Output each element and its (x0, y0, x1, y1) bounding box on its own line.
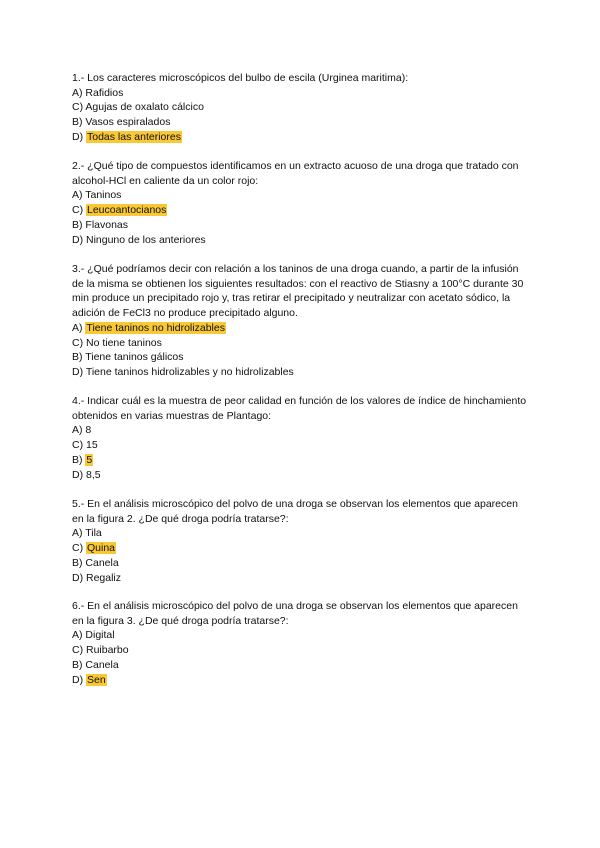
option (72, 350, 532, 365)
option-letter: C) (72, 542, 86, 555)
option-letter: C) (72, 204, 86, 217)
option-text: Rafidios (85, 86, 124, 99)
option-text: 8 (85, 424, 92, 437)
option-letter: B) (72, 453, 86, 466)
option (72, 336, 532, 351)
option (72, 115, 532, 130)
option-letter: A) (72, 189, 86, 202)
option-text-highlighted: Tiene taninos no hidrolizables (86, 321, 225, 334)
option (72, 86, 532, 101)
option (72, 673, 532, 688)
option-text: Digital (85, 629, 115, 642)
option-text: Tiene taninos hidrolizables y no hidrolizables (85, 365, 294, 378)
option-text: 15 (86, 439, 98, 452)
option-letter: A) (72, 86, 86, 99)
option-letter: D) (72, 365, 86, 378)
question-stem: 6.- En el análisis microscópico del polvo de una droga se observan los elementos que aparecen en la figura 3. ¿De qué droga podría tratarse?: (72, 600, 518, 627)
option-letter: D) (72, 673, 86, 686)
question-stem: 5.- En el análisis microscópico del polvo de una droga se observan los elementos que aparecen en la figura 2. ¿De qué droga podría tratarse?: (72, 498, 518, 525)
option-letter: C) (72, 644, 86, 657)
option-text: Tiene taninos gálicos (85, 351, 184, 364)
option-text: Vasos espiralados (85, 116, 171, 129)
option-letter: A) (72, 527, 86, 540)
question-2 (72, 159, 532, 247)
option (72, 643, 532, 658)
option (72, 556, 532, 571)
option (72, 541, 532, 556)
option-text: Ruibarbo (86, 644, 129, 657)
option (72, 130, 532, 145)
option (72, 203, 532, 218)
option-letter: A) (72, 424, 86, 437)
option-letter: D) (72, 130, 86, 143)
option-text: Regaliz (86, 571, 122, 584)
option (72, 321, 532, 336)
option-text: Agujas de oxalato cálcico (85, 101, 204, 114)
question-6 (72, 599, 532, 687)
question-4 (72, 394, 532, 482)
option (72, 233, 532, 248)
question-1 (72, 71, 532, 145)
option-text-highlighted: 5 (86, 453, 93, 466)
option-text: Ninguno de los anteriores (86, 233, 206, 246)
option-text-highlighted: Sen (87, 673, 106, 686)
option-letter: B) (72, 351, 86, 364)
option-text: Canela (85, 556, 119, 569)
option (72, 188, 532, 203)
option-letter: A) (72, 321, 86, 334)
question-5 (72, 497, 532, 585)
option-text: Taninos (85, 189, 122, 202)
option-letter: B) (72, 116, 86, 129)
option-letter: A) (72, 629, 86, 642)
option-letter: B) (72, 658, 86, 671)
option (72, 100, 532, 115)
option (72, 571, 532, 586)
option-letter: D) (72, 468, 86, 481)
option-text: No tiene taninos (86, 336, 162, 349)
question-stem: 1.- Los caracteres microscópicos del bulbo de escila (Urginea maritima): (72, 72, 409, 84)
option (72, 468, 532, 483)
option-letter: B) (72, 556, 86, 569)
option (72, 526, 532, 541)
option-text-highlighted: Todas las anteriores (87, 130, 181, 143)
option-letter: C) (72, 439, 86, 452)
option-text: Tila (85, 527, 102, 540)
option-text-highlighted: Quina (87, 542, 116, 555)
option-text: Canela (85, 658, 119, 671)
option (72, 423, 532, 438)
option-letter: D) (72, 571, 86, 584)
question-stem: 3.- ¿Qué podríamos decir con relación a los taninos de una droga cuando, a partir de la infusión de la misma se obtienen los siguientes resultados: con el reactivo de Stiasny a 100°C durante 30 min produce un precipitado rojo y, tras retirar el precipitado y neutralizar con acetato sódico, la adición de FeCl3 no produce precipitado alguno. (72, 263, 524, 320)
option (72, 365, 532, 380)
option-letter: D) (72, 233, 86, 246)
question-3 (72, 262, 532, 380)
question-stem: 4.- Indicar cuál es la muestra de peor calidad en función de los valores de índice de hinchamiento obtenidos en varias muestras de Plantago: (72, 395, 527, 422)
option-text: Flavonas (85, 218, 129, 231)
option (72, 438, 532, 453)
option-letter: C) (72, 336, 86, 349)
option-letter: C) (72, 101, 86, 114)
option (72, 218, 532, 233)
option-text-highlighted: Leucoantocianos (87, 204, 167, 217)
option (72, 658, 532, 673)
option-text: 8,5 (86, 468, 101, 481)
question-stem: 2.- ¿Qué tipo de compuestos identificamos en un extracto acuoso de una droga que tratado con alcohol-HCl en caliente da un color rojo: (72, 160, 519, 187)
option (72, 628, 532, 643)
option (72, 453, 532, 468)
option-letter: B) (72, 218, 86, 231)
